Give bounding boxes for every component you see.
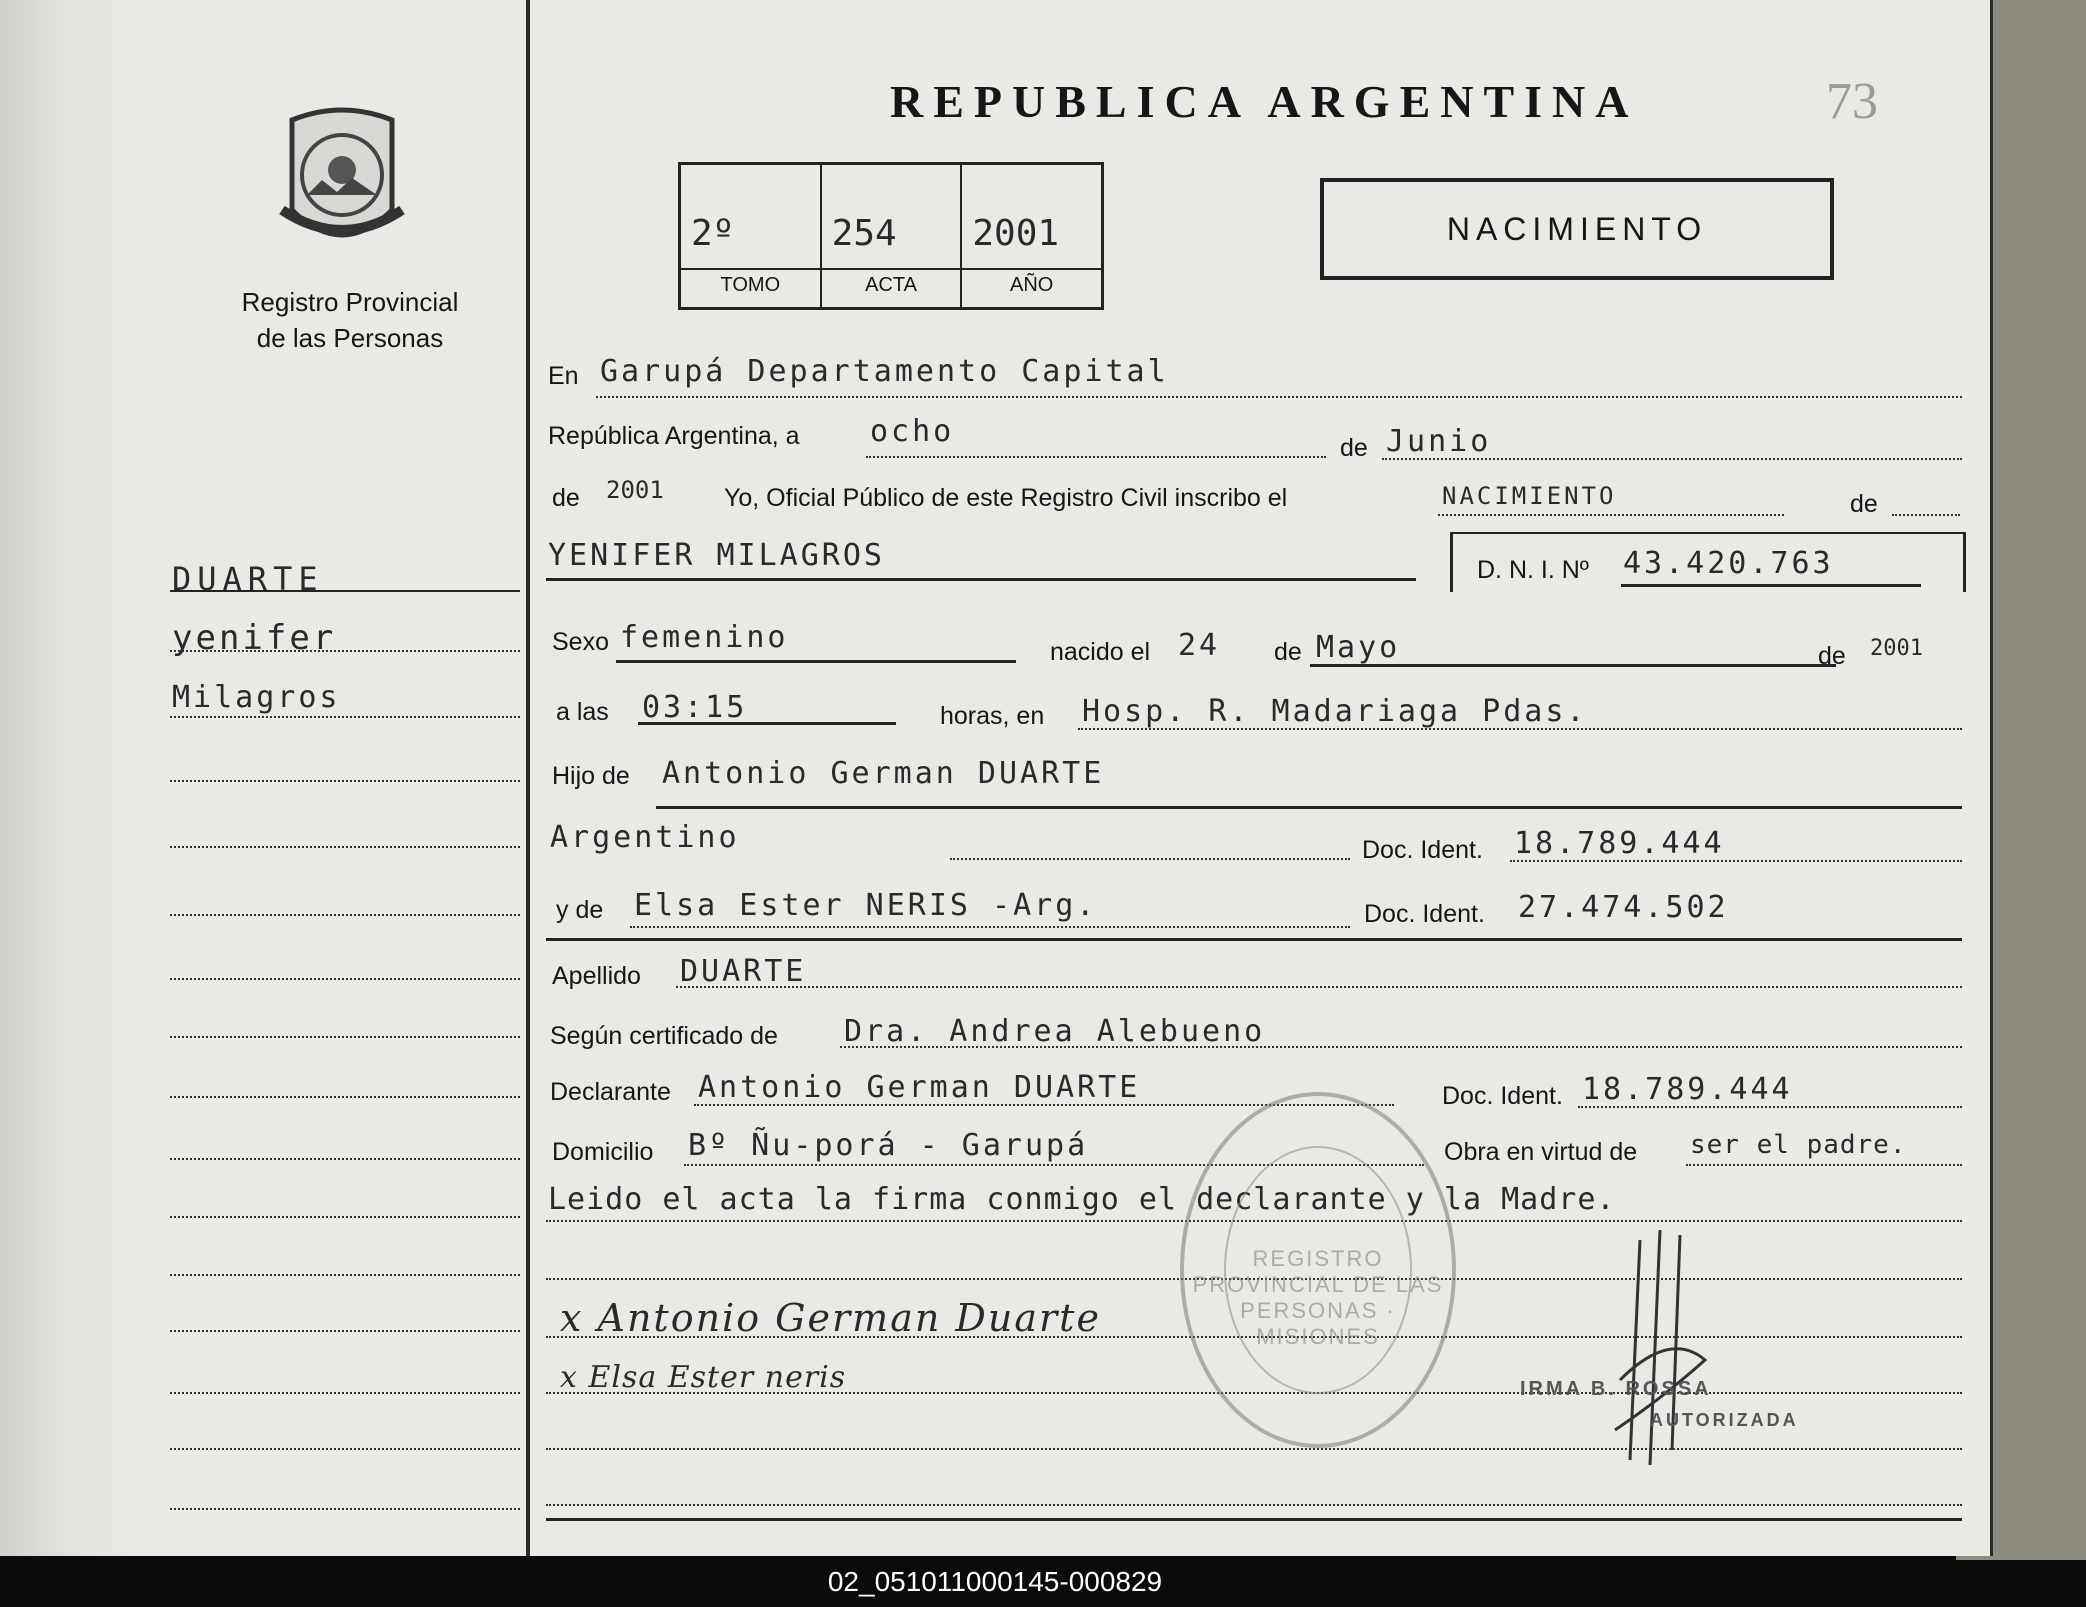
form-rule — [840, 1046, 1962, 1048]
father-signature: x Antonio German Duarte — [560, 1296, 1101, 1340]
en-value: Garupá Departamento Capital — [600, 354, 1169, 389]
form-rule — [546, 578, 1416, 581]
mother-name: Elsa Ester NERIS -Arg. — [634, 888, 1098, 923]
registry-title-line2: de las Personas — [256, 323, 444, 353]
stub-line — [170, 846, 520, 848]
stamp-text: REGISTRO PROVINCIAL DE LAS PERSONAS · MISIONES — [1192, 1246, 1444, 1349]
birth-month: Mayo — [1316, 630, 1401, 665]
form-rule — [866, 456, 1326, 458]
stub-line — [170, 650, 520, 652]
obra-value: ser el padre. — [1690, 1130, 1907, 1160]
form-rule — [1310, 664, 1836, 667]
child-name: YENIFER MILAGROS — [548, 538, 885, 573]
image-caption: 02_051011000145-000829 — [827, 1566, 1163, 1597]
stub-line — [170, 780, 520, 782]
ano-label: AÑO — [962, 268, 1101, 297]
day-value: ocho — [870, 414, 955, 449]
ano-cell — [962, 165, 1101, 307]
official-stamp — [1180, 1092, 1456, 1448]
form-rule — [1892, 514, 1960, 516]
certificado-label: Según certificado de — [550, 1022, 778, 1050]
republica-label: República Argentina, a — [548, 422, 800, 450]
de5-label: de — [1818, 642, 1846, 670]
official-text: Yo, Oficial Público de este Registro Civil inscribo el — [724, 484, 1288, 512]
stub-line — [170, 1508, 520, 1510]
form-rule — [656, 806, 1962, 809]
form-rule — [546, 1448, 1962, 1450]
apellido-label: Apellido — [552, 962, 641, 990]
alas-label: a las — [556, 698, 609, 726]
stub-line — [170, 914, 520, 916]
stub-line — [170, 1036, 520, 1038]
de4-label: de — [1274, 638, 1302, 666]
stub-line — [170, 1448, 520, 1450]
declarante-label: Declarante — [550, 1078, 671, 1106]
stub-surname: DUARTE — [172, 560, 324, 598]
stub-name2: Milagros — [172, 680, 341, 715]
dni-label: D. N. I. Nº — [1477, 556, 1589, 584]
form-rule — [676, 986, 1962, 988]
de-label: de — [1340, 434, 1368, 462]
form-rule — [1686, 1164, 1962, 1166]
stub-line — [170, 978, 520, 980]
stub-line — [170, 1096, 520, 1098]
official-signature-icon — [1610, 1230, 1710, 1470]
obra-label: Obra en virtud de — [1444, 1138, 1638, 1166]
form-rule — [546, 1518, 1962, 1521]
stub-line — [170, 590, 520, 592]
stub-line — [170, 1392, 520, 1394]
stub-line — [170, 716, 520, 718]
registry-title — [190, 284, 510, 356]
form-rule — [1621, 584, 1921, 587]
tomo-value: 2º — [691, 213, 735, 254]
stub-line — [170, 1330, 520, 1332]
nacido-label: nacido el — [1050, 638, 1151, 666]
misiones-seal-icon — [262, 100, 422, 260]
page-number: 73 — [1826, 73, 1878, 130]
birth-certificate-form — [530, 0, 1993, 1556]
father-nationality: Argentino — [550, 820, 740, 855]
birth-place: Hosp. R. Madariaga Pdas. — [1082, 694, 1588, 729]
form-rule — [630, 926, 1350, 928]
domicilio-value: Bº Ñu-porá - Garupá — [688, 1128, 1089, 1163]
official-name: IRMA B. ROSSA — [1520, 1378, 1712, 1400]
form-rule — [1510, 860, 1962, 862]
dni-box — [1450, 532, 1966, 592]
stub-line — [170, 1216, 520, 1218]
doc-ident-label-3: Doc. Ident. — [1442, 1082, 1563, 1110]
tomo-cell — [681, 165, 822, 307]
autorizada-label: AUTORIZADA — [1650, 1410, 1799, 1430]
tomo-label: TOMO — [681, 268, 820, 297]
doc-ident-label-2: Doc. Ident. — [1364, 900, 1485, 928]
stub-line — [170, 1274, 520, 1276]
de2-label: de — [552, 484, 580, 512]
dni-value: 43.420.763 — [1623, 546, 1834, 581]
mother-doc: 27.474.502 — [1518, 890, 1729, 925]
certificado-value: Dra. Andrea Alebueno — [844, 1014, 1266, 1049]
hijo-label: Hijo de — [552, 762, 630, 790]
form-rule — [546, 1504, 1962, 1506]
acta-box — [678, 162, 1104, 310]
birth-day: 24 — [1178, 628, 1221, 663]
month-value: Junio — [1386, 424, 1492, 459]
yde-label: y de — [556, 896, 604, 924]
form-rule — [596, 396, 1962, 398]
stub-line — [170, 1158, 520, 1160]
sexo-label: Sexo — [552, 628, 609, 656]
form-rule — [638, 722, 896, 725]
form-rule — [546, 938, 1962, 941]
stub-name1: yenifer — [172, 618, 337, 658]
declarante-doc: 18.789.444 — [1582, 1072, 1793, 1107]
de3-label: de — [1850, 490, 1878, 518]
year-value: 2001 — [606, 476, 664, 504]
horas-label: horas, en — [940, 702, 1045, 730]
domicilio-label: Domicilio — [552, 1138, 654, 1166]
declarante-value: Antonio German DUARTE — [698, 1070, 1141, 1105]
acta-cell — [822, 165, 963, 307]
sexo-value: femenino — [620, 620, 789, 655]
form-rule — [1438, 514, 1784, 516]
acta-value: 254 — [831, 213, 897, 254]
form-rule — [950, 858, 1350, 860]
form-rule — [616, 660, 1016, 663]
leido-text: Leido el acta la firma conmigo el declarante y la Madre. — [548, 1182, 1616, 1217]
stub-shade — [0, 0, 150, 1556]
acta-label: ACTA — [822, 268, 961, 297]
birth-year: 2001 — [1870, 636, 1923, 661]
apellido-value: DUARTE — [680, 954, 807, 989]
mother-signature: x Elsa Ester neris — [560, 1360, 847, 1395]
form-rule — [1382, 458, 1962, 460]
registry-title-line1: Registro Provincial — [241, 287, 459, 317]
en-label: En — [548, 362, 579, 390]
ano-value: 2001 — [972, 213, 1060, 254]
birth-time: 03:15 — [642, 690, 748, 725]
father-name: Antonio German DUARTE — [662, 756, 1105, 791]
form-rule — [1078, 728, 1962, 730]
record-type-box: NACIMIENTO — [1320, 178, 1834, 280]
inscribe-value: NACIMIENTO — [1442, 482, 1617, 510]
father-doc: 18.789.444 — [1514, 826, 1725, 861]
doc-ident-label: Doc. Ident. — [1362, 836, 1483, 864]
country-title: REPUBLICA ARGENTINA — [890, 76, 1639, 127]
form-rule — [1578, 1106, 1962, 1108]
